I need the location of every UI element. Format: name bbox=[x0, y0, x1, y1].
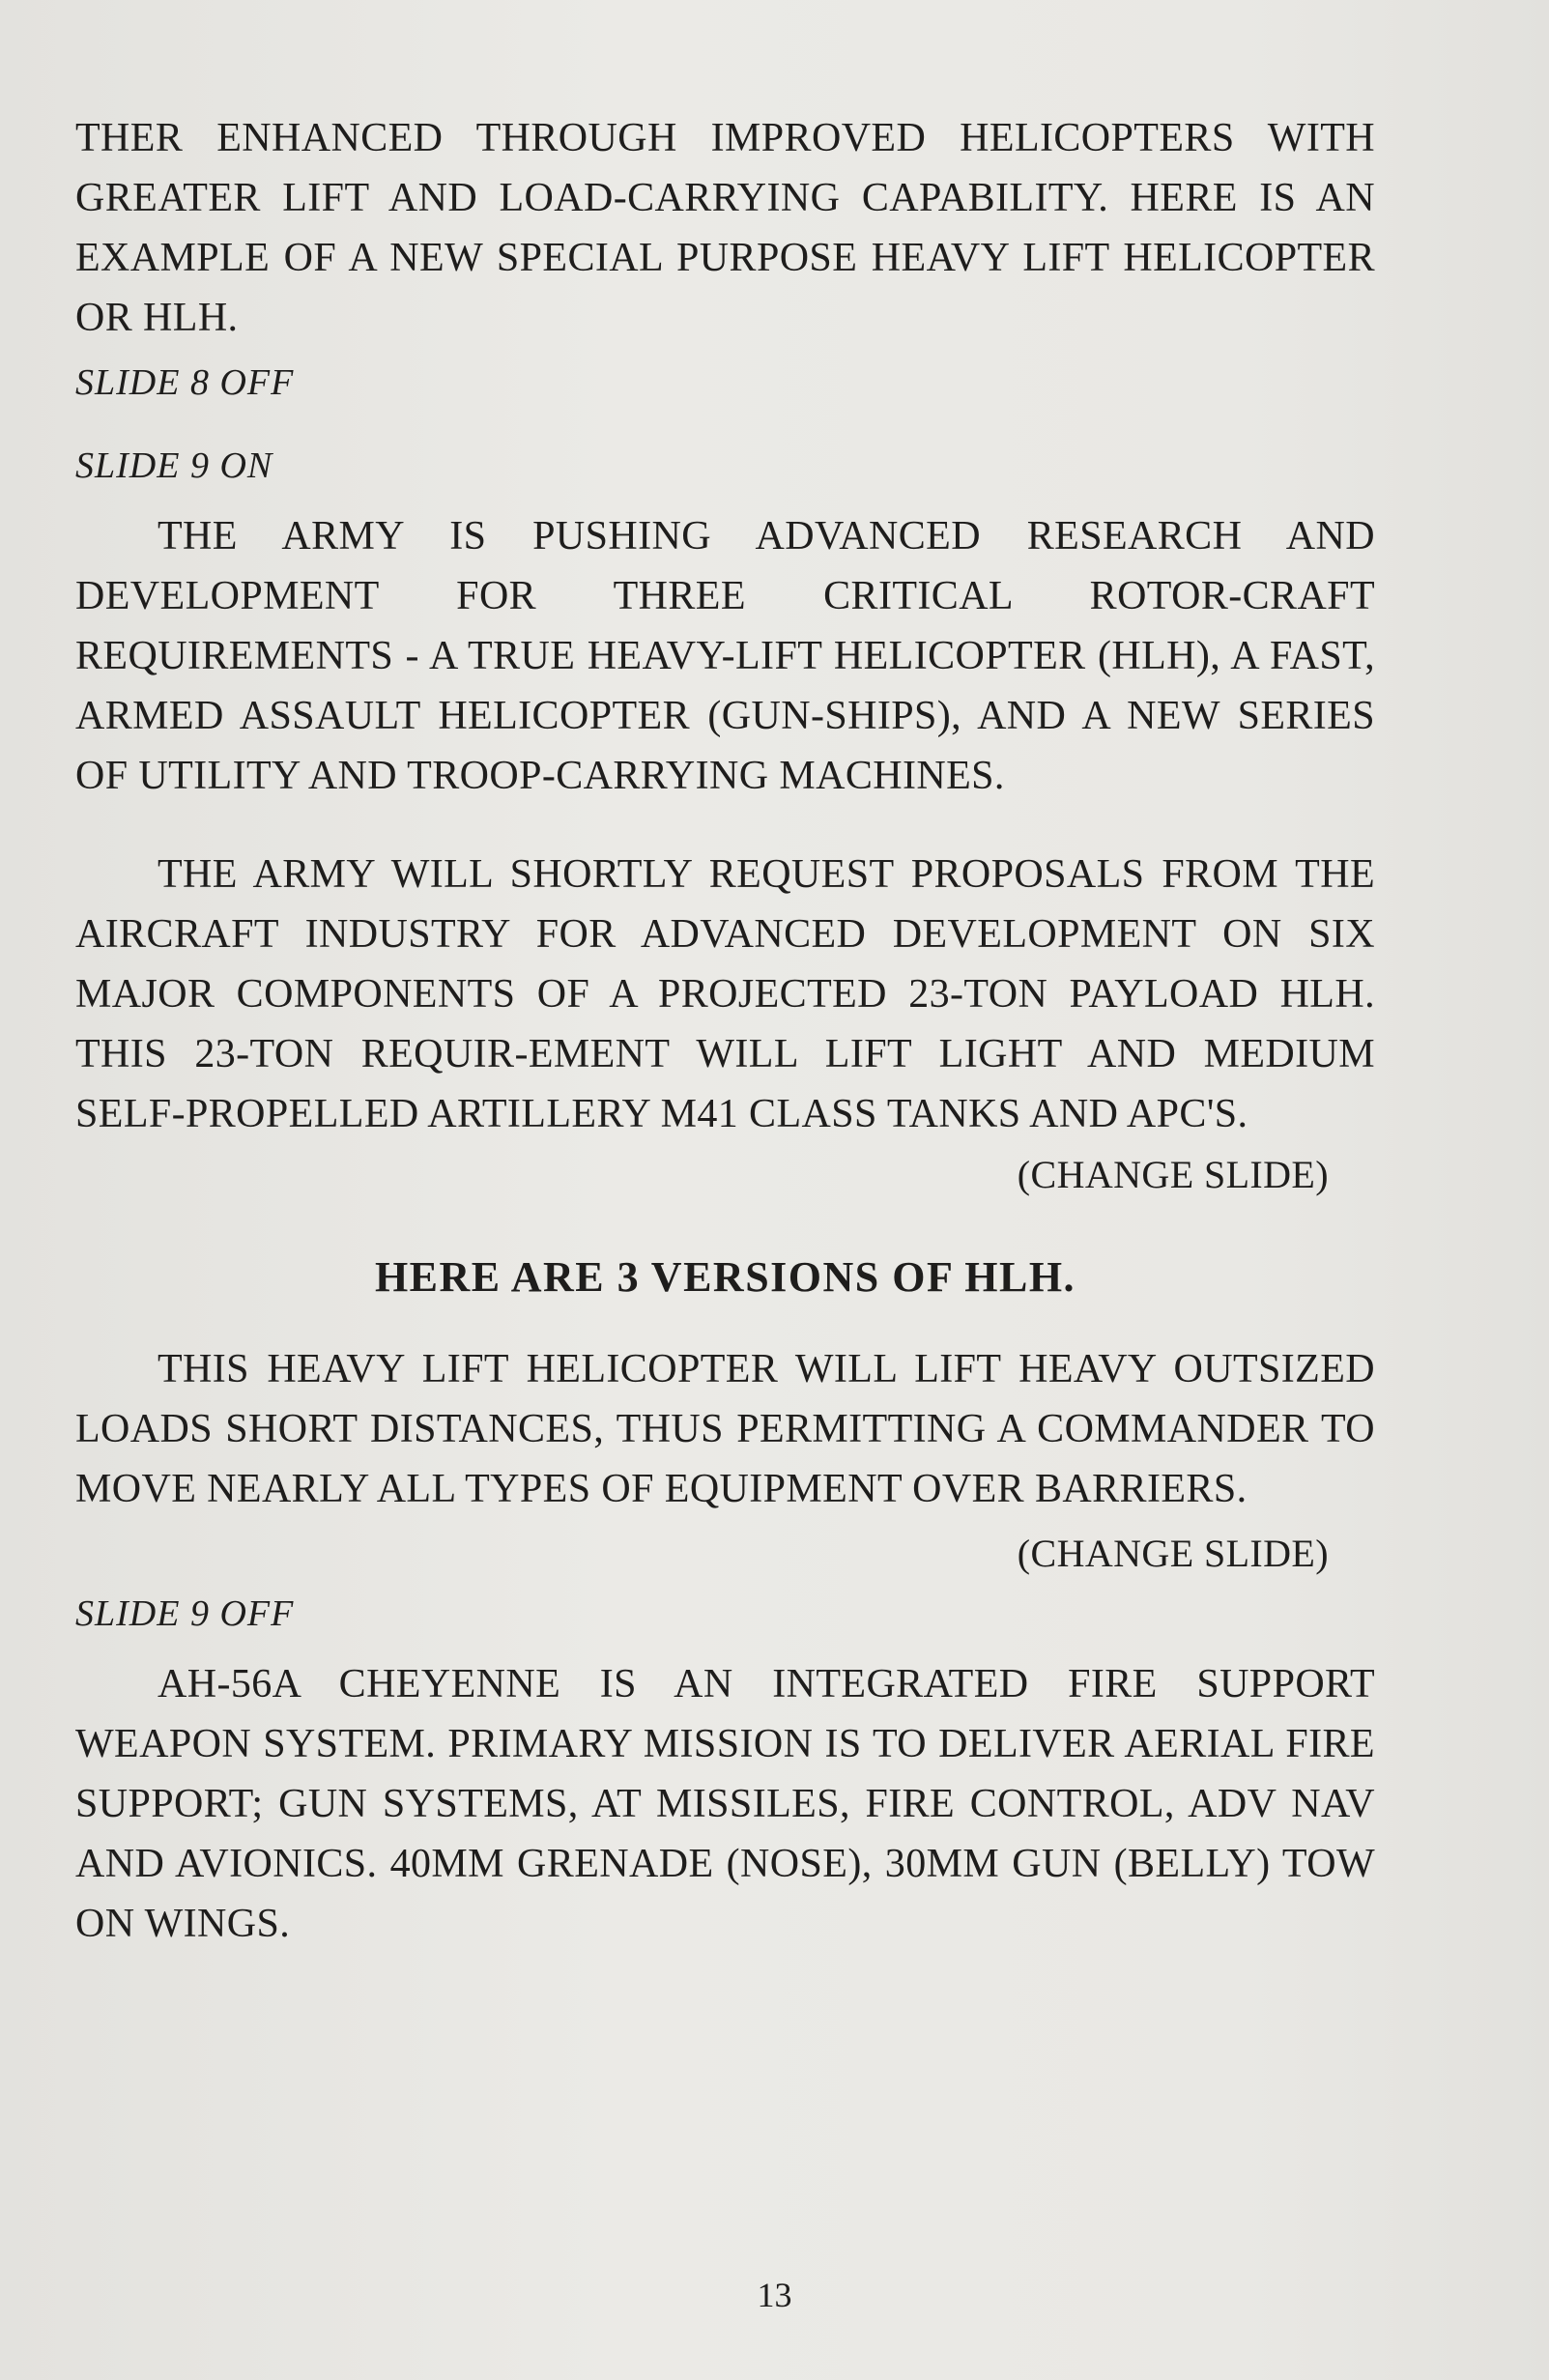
paragraph-hlh-intro: THER ENHANCED THROUGH IMPROVED HELICOPTERS WITH GREATER LIFT AND LOAD-CARRYING CAPABILITY. HERE IS AN EXAMPLE OF A NEW SPECIAL PURPOSE HEAVY LIFT HELICOPTER OR HLH. bbox=[75, 116, 1375, 340]
section-heading: HERE ARE 3 VERSIONS OF HLH. bbox=[374, 1253, 1076, 1301]
paragraph-army-research: THE ARMY IS PUSHING ADVANCED RESEARCH AND DEVELOPMENT FOR THREE CRITICAL ROTOR-CRAFT REQUIREMENTS - A TRUE HEAVY-LIFT HELICOPTER (HLH), A FAST, ARMED ASSAULT HELICOPTER (GUN-SHIPS), AND A NEW SERIES OF UTILITY AND TROOP-CARRYING MACHINES. bbox=[75, 514, 1375, 798]
page-content bbox=[75, 108, 1375, 1954]
change-slide-note-2: (CHANGE SLIDE) bbox=[1017, 1532, 1329, 1575]
change-slide-note-1: (CHANGE SLIDE) bbox=[1017, 1153, 1329, 1196]
page-number: 13 bbox=[757, 2276, 792, 2314]
paragraph-cheyenne: AH-56A CHEYENNE IS AN INTEGRATED FIRE SUPPORT WEAPON SYSTEM. PRIMARY MISSION IS TO DELIVER AERIAL FIRE SUPPORT; GUN SYSTEMS, AT MISSILES, FIRE CONTROL, ADV NAV AND AVIONICS. 40MM GRENADE (NOSE), 30MM GUN (BELLY) TOW ON WINGS. bbox=[75, 1662, 1375, 1946]
paragraph-army-proposals: THE ARMY WILL SHORTLY REQUEST PROPOSALS FROM THE AIRCRAFT INDUSTRY FOR ADVANCED DEVELOPMENT ON SIX MAJOR COMPONENTS OF A PROJECTED 23-TON PAYLOAD HLH. THIS 23-TON REQUIR-EMENT WILL LIFT LIGHT AND MEDIUM SELF-PROPELLED ARTILLERY M41 CLASS TANKS AND APC'S. bbox=[75, 852, 1375, 1136]
slide-8-off-note: SLIDE 8 OFF bbox=[75, 362, 295, 403]
slide-9-on-note: SLIDE 9 ON bbox=[75, 445, 273, 486]
slide-9-off-note: SLIDE 9 OFF bbox=[75, 1593, 295, 1634]
paragraph-heavy-lift: THIS HEAVY LIFT HELICOPTER WILL LIFT HEAVY OUTSIZED LOADS SHORT DISTANCES, THUS PERMITTING A COMMANDER TO MOVE NEARLY ALL TYPES OF EQUIPMENT OVER BARRIERS. bbox=[75, 1347, 1375, 1511]
